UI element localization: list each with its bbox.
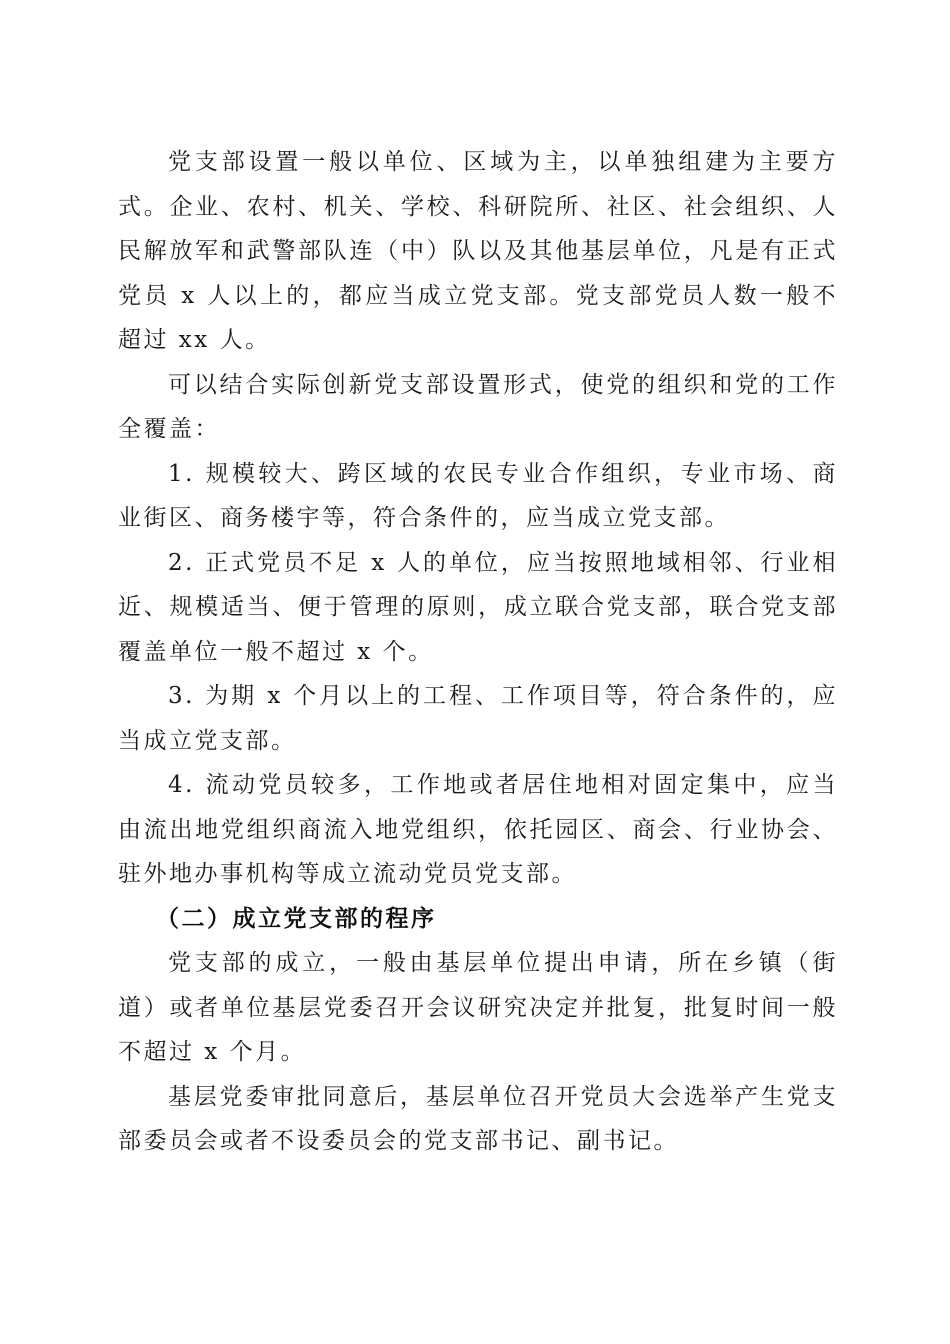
paragraph-branch-setup: 党支部设置一般以单位、区域为主，以单独组建为主要方式。企业、农村、机关、学校、科研院所、社区、社会组织、人民解放军和武警部队连（中）队以及其他基层单位，凡是有正式党员 x 人以上的，都应当成立党支部。党支部党员人数一般不超过 xx 人。 — [118, 149, 838, 353]
list-item-3: 3. 为期 x 个月以上的工程、工作项目等，符合条件的，应当成立党支部。 — [118, 683, 838, 754]
section-heading: （二）成立党支部的程序 — [156, 905, 437, 932]
list-item-4: 4. 流动党员较多，工作地或者居住地相对固定集中，应当由流出地党组织商流入地党组织，依托园区、商会、行业协会、驻外地办事机构等成立流动党员党支部。 — [118, 772, 838, 887]
document-body — [118, 140, 838, 1164]
paragraph-election: 基层党委审批同意后，基层单位召开党员大会选举产生党支部委员会或者不设委员会的党支部书记、副书记。 — [118, 1083, 838, 1154]
paragraph-establishment: 党支部的成立，一般由基层单位提出申请，所在乡镇（街道）或者单位基层党委召开会议研究决定并批复，批复时间一般不超过 x 个月。 — [118, 950, 838, 1065]
list-item-2: 2. 正式党员不足 x 人的单位，应当按照地域相邻、行业相近、规模适当、便于管理的原则，成立联合党支部，联合党支部覆盖单位一般不超过 x 个。 — [118, 549, 838, 665]
list-item-1: 1. 规模较大、跨区域的农民专业合作组织，专业市场、商业街区、商务楼宇等，符合条件的，应当成立党支部。 — [118, 460, 838, 531]
paragraph-innovation-intro: 可以结合实际创新党支部设置形式，使党的组织和党的工作全覆盖： — [118, 371, 838, 442]
